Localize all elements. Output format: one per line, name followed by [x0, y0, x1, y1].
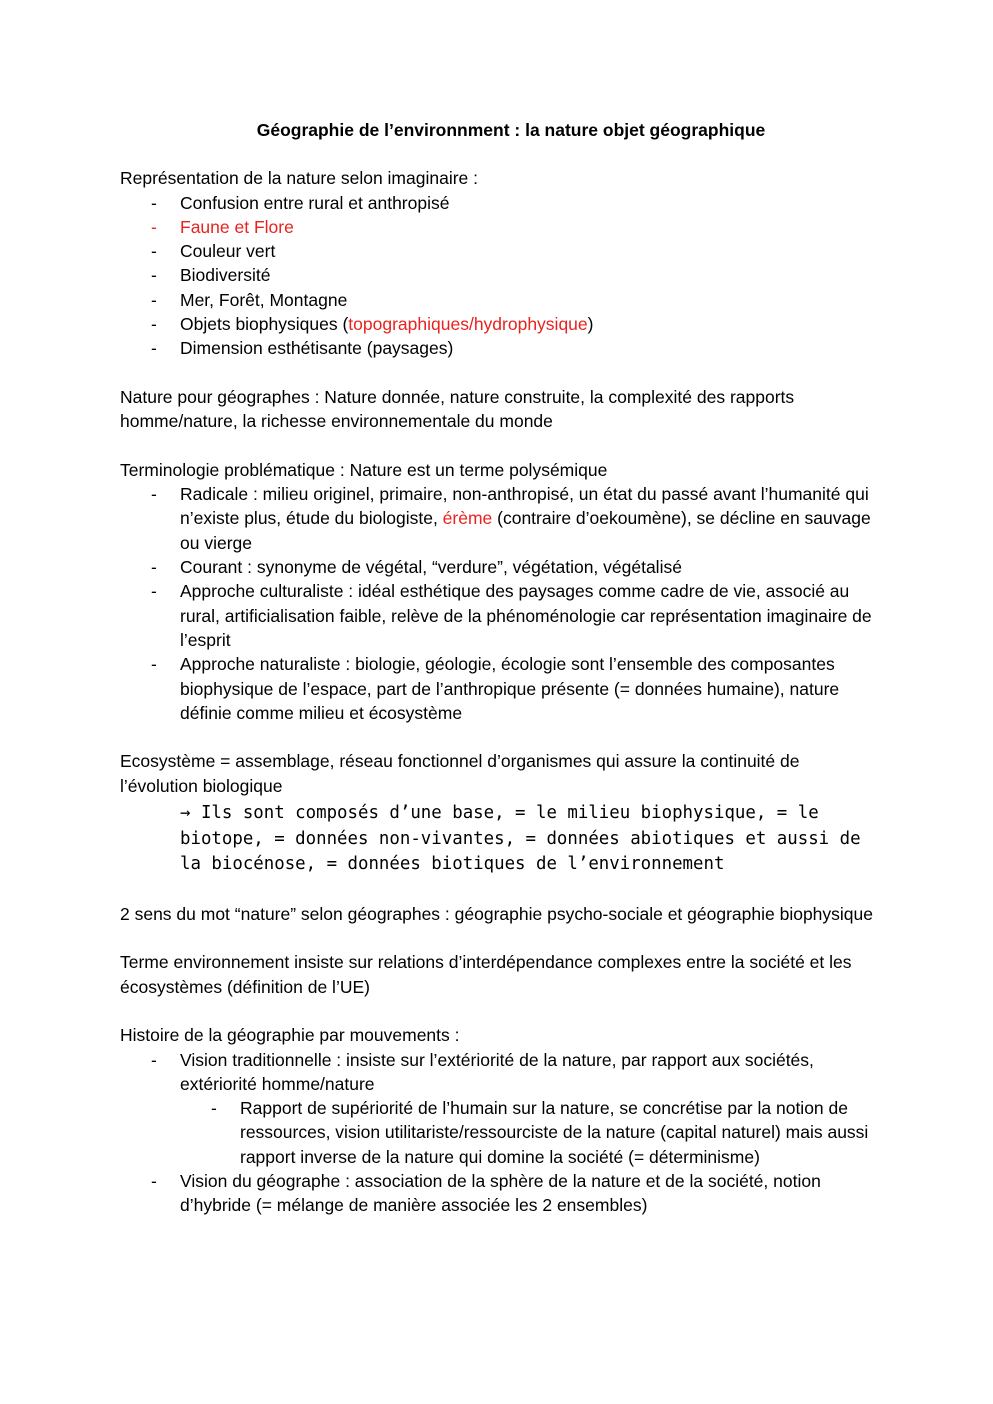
section-history-intro: Histoire de la géographie par mouvements : [120, 1025, 460, 1046]
section-representation-intro: Représentation de la nature selon imaginaire : [120, 168, 478, 189]
list-item: - Courant : synonyme de végétal, “verdure”, végétation, végétalisé [120, 555, 880, 579]
list-item [120, 1048, 880, 1169]
list-item-text: (contraire d’oekoumène), se décline en sauvage ou vierge [180, 508, 871, 553]
history-list [120, 1048, 880, 1218]
list-item-text: Vision traditionnelle : insiste sur l’extériorité de la nature, par rapport aux sociétés, extériorité homme/nature [180, 1049, 814, 1094]
list-item: - Approche culturaliste : idéal esthétique des paysages comme cadre de vie, associé au rural, artificialisation faible, relève de la phénoménologie car représentation imaginaire de l’esprit [120, 579, 880, 652]
document-body [120, 118, 880, 1218]
list-item: - Couleur vert [120, 239, 880, 263]
ecosystem-arrow-note: → Ils sont composés d’une base, = le milieu biophysique, = le biotope, = données non-vivantes, = données abiotiques et aussi de la biocénose, = données biotiques de l’environnement [180, 803, 861, 875]
list-item: - Confusion entre rural et anthropisé [120, 191, 880, 215]
highlighted-term: topographiques/hydrophysique [348, 314, 588, 335]
list-item: - Dimension esthétisante (paysages) [120, 336, 880, 360]
section-environment-term: Terme environnement insiste sur relations d’interdépendance complexes entre la société et les écosystèmes (définition de l’UE) [120, 952, 852, 997]
list-item: - Vision du géographe : association de la sphère de la nature et de la société, notion d’hybride (= mélange de manière associée les 2 ensembles) [120, 1169, 880, 1218]
list-item [120, 482, 880, 555]
list-item: - Rapport de supériorité de l’humain sur la nature, se concrétise par la notion de ressources, vision utilitariste/ressourciste de la nature (capital naturel) mais aussi rapport inverse de la nature qui domine la société (= déterminisme) [120, 1096, 880, 1169]
list-item: - Approche naturaliste : biologie, géologie, écologie sont l’ensemble des composantes biophysique de l’espace, part de l’anthropique présente (= données humaine), nature définie comme milieu et écosystème [120, 652, 880, 725]
list-item-text: ) [587, 314, 594, 335]
highlighted-term: érème [442, 508, 493, 529]
section-ecosystem: Ecosystème = assemblage, réseau fonctionnel d’organismes qui assure la continuité de l’évolution biologique [120, 751, 800, 796]
section-geographers-nature: Nature pour géographes : Nature donnée, nature construite, la complexité des rapports homme/nature, la richesse environnementale du monde [120, 386, 795, 432]
section-two-meanings: 2 sens du mot “nature” selon géographes : géographie psycho-sociale et géographie biophysique [120, 903, 873, 924]
list-item: - Mer, Forêt, Montagne [120, 288, 880, 312]
list-item [120, 312, 880, 336]
list-item: - Faune et Flore [120, 215, 880, 239]
list-item-text: Objets biophysiques ( [180, 314, 349, 335]
list-item: - Biodiversité [120, 263, 880, 287]
section-terminology-intro: Terminologie problématique : Nature est un terme polysémique [120, 459, 608, 480]
terminology-list [120, 482, 880, 725]
page-title: Géographie de l’environnment : la nature objet géographique [256, 120, 766, 140]
history-sublist [120, 1096, 880, 1169]
representation-list [120, 191, 880, 361]
list-item-text: Radicale : milieu originel, primaire, non-anthropisé, un état du passé avant l’humanité qui n’existe plus, étude du biologiste, [180, 484, 869, 529]
